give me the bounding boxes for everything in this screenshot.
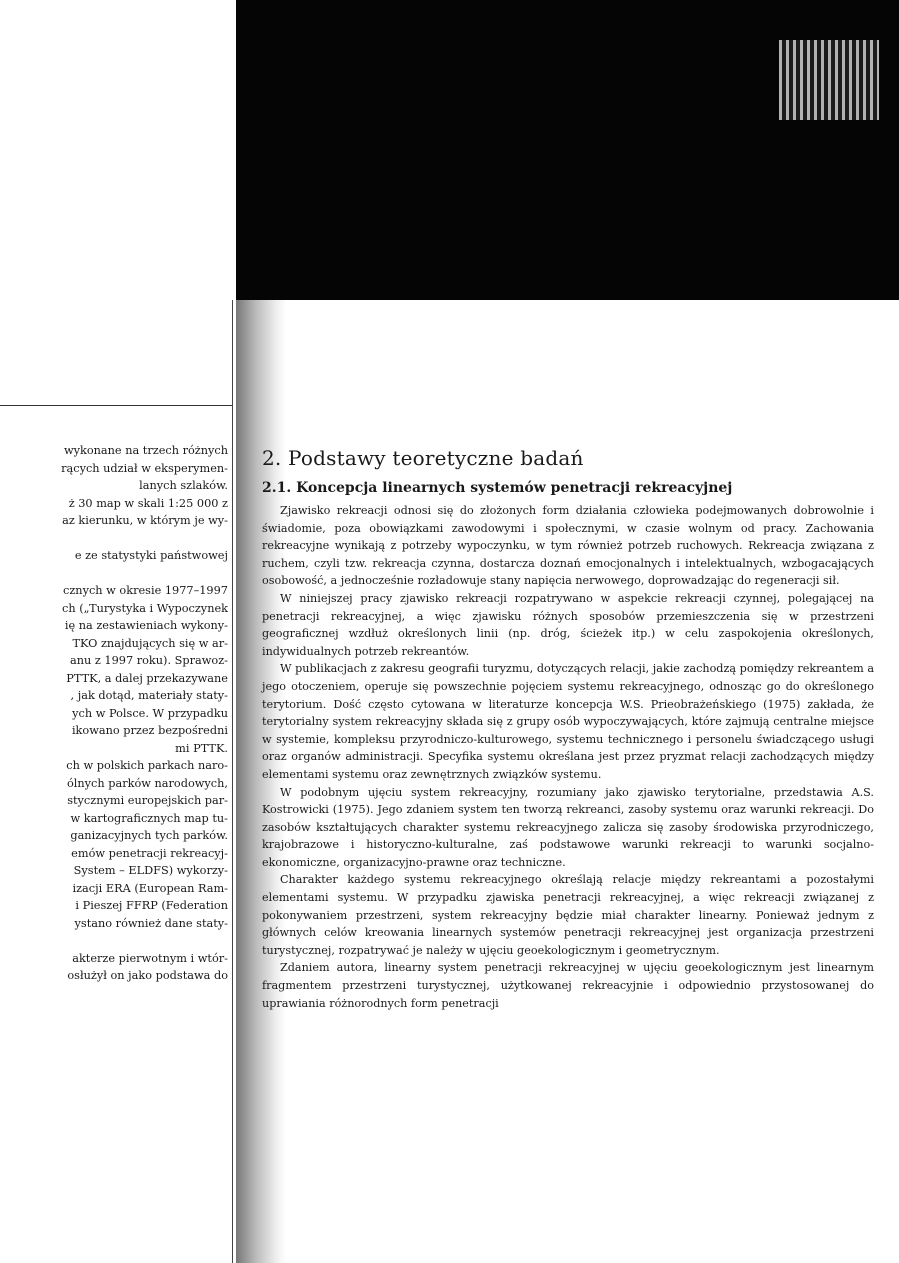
left-text-line: , jak dotąd, materiały staty-: [70, 689, 228, 702]
left-text-line: ystano również dane staty-: [74, 916, 228, 930]
left-text-line: TKO znajdujących się w ar-: [72, 636, 228, 650]
left-text-line: stycznymi europejskich par-: [67, 794, 228, 807]
left-text-line: w kartograficznych map tu-: [70, 811, 228, 825]
left-text-line: [0, 530, 228, 548]
left-text-line: [0, 565, 228, 583]
left-text-line: System – ELDFS) wykorzy-: [73, 864, 228, 877]
left-text-line: wykonane na trzech różnych: [63, 444, 228, 457]
left-text-line: emów penetracji rekreacyj-: [71, 846, 228, 860]
left-page-rule: [0, 405, 232, 406]
body-text: [262, 502, 874, 1012]
left-text-line: e ze statystyki państwowej: [74, 549, 228, 562]
left-page-column: [0, 442, 228, 985]
paragraph: Charakter każdego systemu rekreacyjnego określają relacje między rekreantami a pozostałymi elementami systemu. W przypadku zjawiska penetracji rekreacyjnej, a więc rekreacji związanej z pokonywaniem przestrzeni, system rekreacyjny będzie miał charakter linearny. Ponieważ jednym z głównych celów kreowania linearnych systemów penetracji rekreacyjnej jest organizacja przestrzeni turystycznej, rozpatrywać je należy w ujęciu geoekologicznym i geometrycznym.: [262, 873, 874, 957]
left-text-line: ię na zestawieniach wykony-: [64, 619, 228, 632]
left-text-line: [0, 932, 228, 950]
left-text-line: osłużył on jako podstawa do: [67, 969, 228, 982]
left-text-line: lanych szlaków.: [139, 479, 228, 492]
paragraph: W niniejszej pracy zjawisko rekreacji rozpatrywano w aspekcie rekreacji czynnej, polegającej na penetracji rekreacyjnej, a więc zjawisku różnych sposobów przemieszczenia się w przestrzeni geograficznej wzdłuż określonych linii (np. dróg, ścieżek itp.) w celu zaspokojenia określonych, indywidualnych potrzeb rekreantów.: [262, 591, 874, 658]
left-text-line: ikowano przez bezpośredni: [71, 724, 228, 737]
scan-artifact: [779, 40, 879, 120]
left-text-line: izacji ERA (European Ram-: [72, 881, 228, 895]
left-text-line: mi PTTK.: [175, 741, 228, 755]
left-text-line: cznych w okresie 1977–1997: [63, 584, 228, 597]
left-text-line: ch („Turystyka i Wypoczynek: [62, 601, 228, 615]
left-text-line: anu z 1997 roku). Sprawoz-: [69, 654, 228, 667]
paragraph: Zjawisko rekreacji odnosi się do złożonych form działania człowieka podejmowanych dobrowolnie i świadomie, poza obowiązkami zawodowymi i społecznymi, w czasie wolnym od pracy. Zachowania rekreacyjne wynikają z potrzeby wypoczynku, w tym również potrzeb ruchowych. Rekreacja związana z ruchem, czyli tzw. rekreacja czynna, dostarcza doznań emocjonalnych i intelektualnych, wzbogacających osobowość, a jednocześnie rozładowuje stany napięcia nerwowego, doprowadzając do regeneracji sił.: [262, 504, 874, 588]
left-text-line: ch w polskich parkach naro-: [66, 759, 228, 772]
paragraph: W podobnym ujęciu system rekreacyjny, rozumiany jako zjawisko terytorialne, przedstawia A.S. Kostrowicki (1975). Jego zdaniem system ten tworzą rekreanci, zasoby systemu oraz warunki rekreacji. Do zasobów kształtujących charakter systemu rekreacyjnego zalicza się zasoby środowiska przyrodniczego, krajobrazowe i historyczno-kulturalne, zaś podstawowe warunki rekreacji to warunki socjalno-ekonomiczne, organizacyjno-prawne oraz techniczne.: [262, 785, 874, 869]
left-text-line: PTTK, a dalej przekazywane: [66, 671, 228, 685]
right-page: [262, 446, 874, 1012]
left-text-line: akterze pierwotnym i wtór-: [72, 951, 228, 965]
scan-dark-band: [236, 0, 899, 300]
chapter-title: 2. Podstawy teoretyczne badań: [262, 446, 584, 470]
left-text-line: i Pieszej FFRP (Federation: [75, 899, 228, 912]
left-text-line: ganizacyjnych tych parków.: [70, 829, 228, 842]
paragraph: W publikacjach z zakresu geografii turyzmu, dotyczących relacji, jakie zachodzą pomiędzy rekreantem a jego otoczeniem, operuje się powszechnie pojęciem systemu rekreacyjnego, odnosząc go do określonego terytorium. Dość często cytowana w literaturze koncepcja W.S. Prieobrażeńskiego (1975) zakłada, że terytorialny system rekreacyjny składa się z grupy osób wypoczywających, które zajmują centralne miejsce w systemie, kompleksu przyrodniczo-kulturowego, systemu technicznego i personelu świadczącego usługi oraz organów administracji. Specyfika systemu określana jest przez pryzmat relacji zachodzących między elementami systemu oraz zewnętrznych związków systemu.: [262, 662, 874, 781]
page-edge-line: [232, 300, 233, 1263]
section-title: 2.1. Koncepcja linearnych systemów penetracji rekreacyjnej: [262, 480, 733, 496]
left-text-line: ych w Polsce. W przypadku: [72, 706, 228, 720]
paragraph: Zdaniem autora, linearny system penetracji rekreacyjnej w ujęciu geoekologicznym jest linearnym fragmentem przestrzeni turystycznej, użytkowanej rekreacyjnie i odpowiednio przystosowanej do uprawiania różnorodnych form penetracji: [262, 961, 874, 1010]
left-text-line: az kierunku, w którym je wy-: [62, 514, 228, 527]
left-text-line: ólnych parków narodowych,: [66, 776, 228, 790]
left-text-line: ż 30 map w skali 1:25 000 z: [68, 496, 228, 510]
left-text-line: rących udział w eksperymen-: [61, 461, 228, 475]
